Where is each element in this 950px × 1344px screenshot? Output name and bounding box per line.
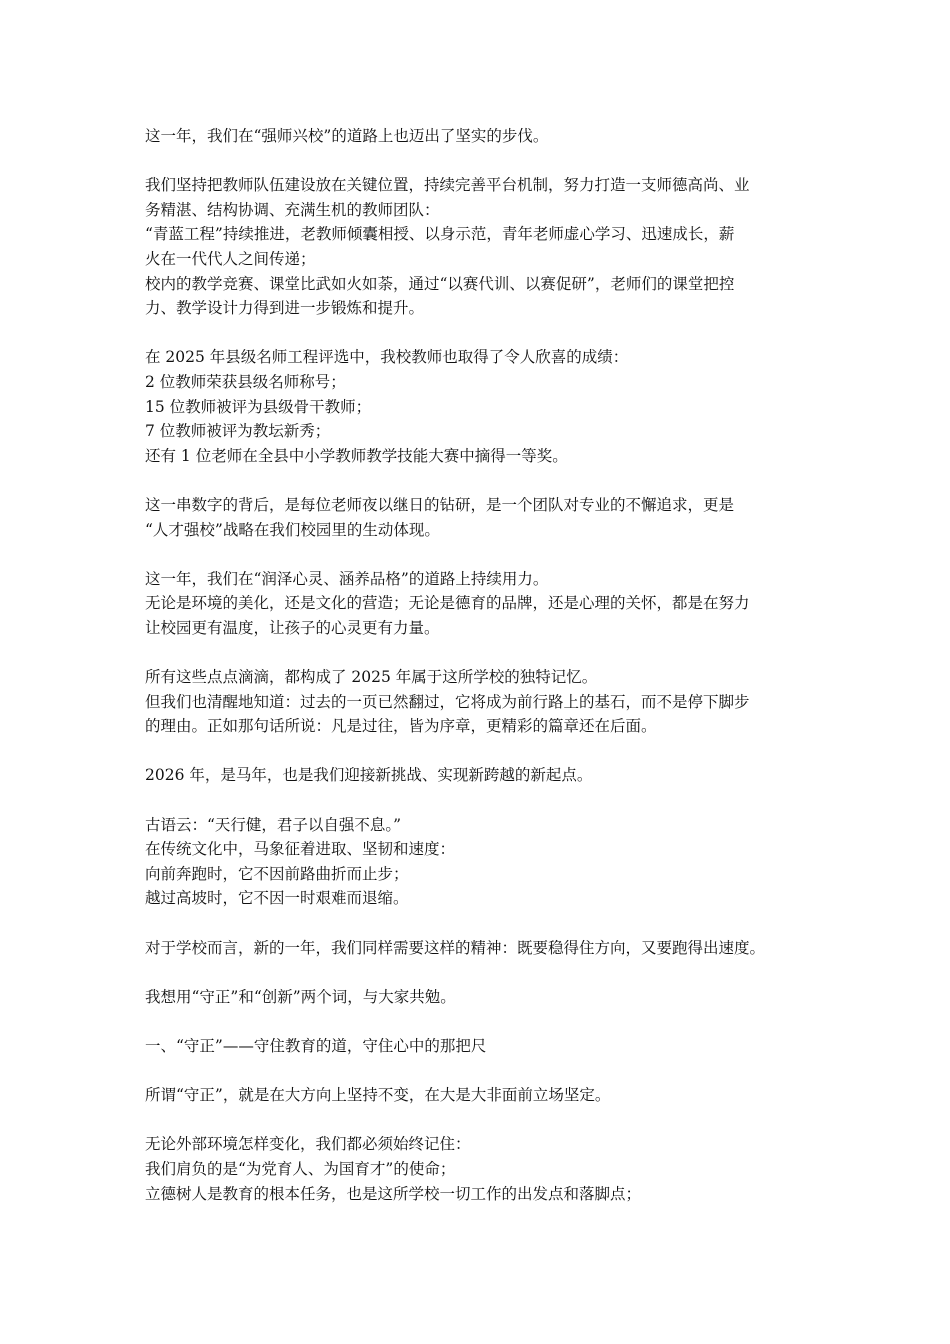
- document-body: [145, 124, 815, 1206]
- text-line: 我想用“守正”和“创新”两个词，与大家共勉。: [145, 987, 456, 1006]
- paragraph-gap: [145, 1108, 815, 1133]
- text-line: 无论是环境的美化，还是文化的营造；无论是德育的品牌，还是心理的关怀，都是在努力: [145, 594, 750, 613]
- paragraph: [145, 1083, 815, 1108]
- text-line: 在传统文化中，马象征着进取、坚韧和速度：: [145, 840, 456, 859]
- paragraph-gap: [145, 1009, 815, 1034]
- text-line: “青蓝工程”持续推进，老教师倾囊相授、以身示范，青年老师虚心学习、迅速成长，薪: [145, 225, 735, 244]
- text-line: 2026 年，是马年，也是我们迎接新挑战、实现新跨越的新起点。: [145, 766, 593, 785]
- paragraph-gap: [145, 468, 815, 493]
- text-line: 古语云：“天行健，君子以自强不息。”: [145, 815, 402, 834]
- text-line: 一、“守正”——守住教育的道，守住心中的那把尺: [145, 1036, 487, 1055]
- text-line: 这一串数字的背后，是每位老师夜以继日的钻研，是一个团队对专业的不懈追求，更是: [145, 495, 735, 514]
- text-line: 我们坚持把教师队伍建设放在关键位置，持续完善平台机制，努力打造一支师德高尚、业: [145, 176, 750, 195]
- text-line: 这一年，我们在“润泽心灵、涵养品格”的道路上持续用力。: [145, 569, 549, 588]
- paragraph: [145, 936, 815, 961]
- paragraph: [145, 1132, 815, 1206]
- text-line: 火在一代代人之间传递；: [145, 249, 316, 268]
- text-line: “人才强校”战略在我们校园里的生动体现。: [145, 520, 440, 539]
- paragraph: [145, 665, 815, 739]
- text-line: 15 位教师被评为县级骨干教师；: [145, 397, 372, 416]
- paragraph-gap: [145, 911, 815, 936]
- paragraph: [145, 813, 815, 911]
- text-line: 所谓“守正”，就是在大方向上坚持不变，在大是大非面前立场坚定。: [145, 1086, 611, 1105]
- text-line: 这一年，我们在“强师兴校”的道路上也迈出了坚实的步伐。: [145, 127, 549, 145]
- paragraph: [145, 173, 815, 321]
- text-line: 我们肩负的是“为党育人、为国育才”的使命；: [145, 1159, 456, 1178]
- text-line: 校内的教学竞赛、课堂比武如火如荼，通过“以赛代训、以赛促研”，老师们的课堂把控: [145, 274, 735, 293]
- paragraph: [145, 124, 815, 149]
- paragraph-gap: [145, 1059, 815, 1084]
- text-line: 所有这些点点滴滴，都构成了 2025 年属于这所学校的独特记忆。: [145, 668, 598, 687]
- text-line: 的理由。正如那句话所说：凡是过往，皆为序章，更精彩的篇章还在后面。: [145, 717, 657, 736]
- text-line: 越过高坡时，它不因一时艰难而退缩。: [145, 889, 409, 908]
- text-line: 2 位教师荣获县级名师称号；: [145, 372, 346, 391]
- paragraph: [145, 763, 815, 788]
- text-line: 但我们也清醒地知道：过去的一页已然翻过，它将成为前行路上的基石，而不是停下脚步: [145, 692, 750, 711]
- paragraph: [145, 1034, 815, 1059]
- text-line: 7 位教师被评为教坛新秀；: [145, 422, 331, 441]
- paragraph-gap: [145, 739, 815, 764]
- paragraph-gap: [145, 640, 815, 665]
- paragraph-gap: [145, 960, 815, 985]
- paragraph-gap: [145, 788, 815, 813]
- text-line: 让校园更有温度，让孩子的心灵更有力量。: [145, 618, 440, 637]
- text-line: 向前奔跑时，它不因前路曲折而止步；: [145, 864, 409, 883]
- text-line: 务精湛、结构协调、充满生机的教师团队：: [145, 200, 440, 219]
- text-line: 在 2025 年县级名师工程评选中，我校教师也取得了令人欣喜的成绩：: [145, 348, 629, 367]
- paragraph-gap: [145, 321, 815, 346]
- text-line: 还有 1 位老师在全县中小学教师教学技能大赛中摘得一等奖。: [145, 446, 568, 465]
- text-line: 力、教学设计力得到进一步锻炼和提升。: [145, 299, 425, 318]
- paragraph: [145, 493, 815, 542]
- paragraph: [145, 567, 815, 641]
- paragraph: [145, 985, 815, 1010]
- paragraph-gap: [145, 542, 815, 567]
- text-line: 无论外部环境怎样变化，我们都必须始终记住：: [145, 1135, 471, 1154]
- paragraph-gap: [145, 149, 815, 174]
- paragraph: [145, 345, 815, 468]
- text-line: 对于学校而言，新的一年，我们同样需要这样的精神：既要稳得住方向，又要跑得出速度。: [145, 938, 766, 957]
- text-line: 立德树人是教育的根本任务，也是这所学校一切工作的出发点和落脚点；: [145, 1184, 642, 1203]
